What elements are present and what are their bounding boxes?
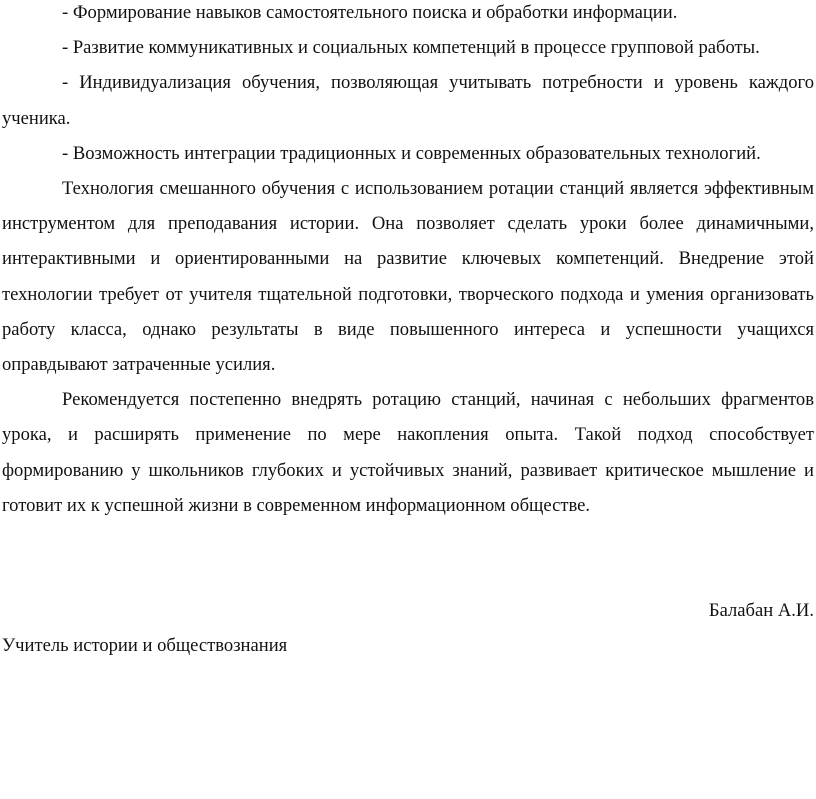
conclusion-paragraph: Технология смешанного обучения с использованием ротации станций является эффективным инструментом для преподавания истории. Она позволяет сделать уроки более динамичными, интерактивными и ориентированными на развитие ключевых компетенций. Внедрение этой технологии требует от учителя тщательной подготовки, творческого подхода и умения организовать работу класса, однако результаты в виде повышенного интереса и успешности учащихся оправдывают затраченные усилия. (2, 178, 814, 376)
recommendation-paragraph: Рекомендуется постепенно внедрять ротацию станций, начиная с небольших фрагментов урока, и расширять применение по мере накопления опыта. Такой подход способствует формированию у школьников глубоких и устойчивых знаний, развивает критическое мышление и готовит их к успешной жизни в современном информационном обществе. (2, 389, 814, 516)
bullet-paragraph-integration: - Возможность интеграции традиционных и современных образовательных технологий. (62, 142, 761, 164)
author-name: Балабан А.И. (708, 600, 814, 622)
bullet-paragraph-communicative-competencies: - Развитие коммуникативных и социальных компетенций в процессе групповой работы. (62, 37, 760, 59)
signature-spacer (2, 523, 814, 593)
author-position: Учитель истории и обществознания (2, 635, 288, 657)
bullet-paragraph-individualization: - Индивидуализация обучения, позволяющая учитывать потребности и уровень каждого ученика. (2, 72, 814, 129)
bullet-paragraph-search-skills: - Формирование навыков самостоятельного поиска и обработки информации. (62, 2, 678, 23)
